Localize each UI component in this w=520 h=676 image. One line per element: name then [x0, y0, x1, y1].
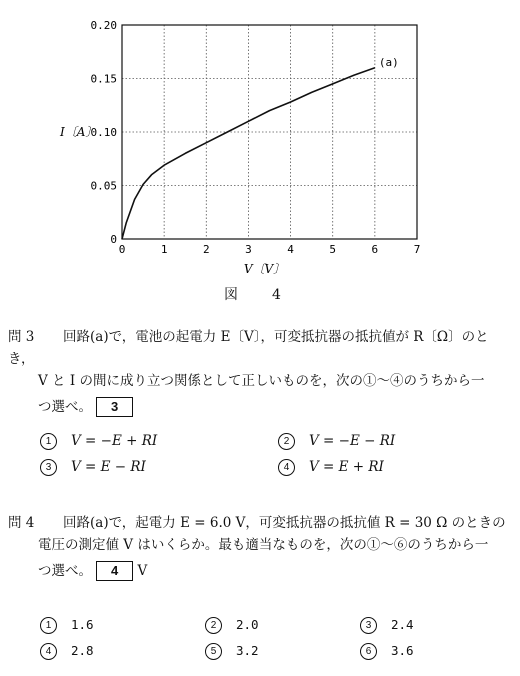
q3-choice-3[interactable] — [40, 459, 146, 476]
x-tick-label: 5 — [329, 243, 337, 256]
x-tick-label: 7 — [413, 243, 421, 256]
y-tick-label: 0.05 — [90, 179, 117, 193]
q4-choice-1[interactable] — [40, 617, 94, 634]
q4-choice-6[interactable] — [360, 643, 414, 660]
choice-text: V = −E − RI — [309, 433, 396, 449]
choice-text: V = E − RI — [71, 459, 146, 475]
choice-number: 4 — [278, 459, 295, 476]
choice-number: 2 — [205, 617, 222, 634]
x-tick-label: 2 — [202, 243, 210, 256]
figure-caption: 図 4 — [224, 287, 291, 303]
choice-text: V = −E + RI — [71, 433, 158, 449]
choice-number: 3 — [360, 617, 377, 634]
choice-text: 1.6 — [71, 617, 94, 632]
choice-text: 2.4 — [391, 617, 414, 632]
choice-text: 2.0 — [236, 617, 259, 632]
q4-choice-5[interactable] — [205, 643, 259, 660]
y-tick-label: 0.10 — [90, 126, 117, 139]
question-3 — [8, 326, 513, 418]
choice-text: 3.6 — [391, 643, 414, 658]
q3-choice-2[interactable] — [278, 433, 395, 450]
choice-number: 1 — [40, 617, 57, 634]
answer-box-3[interactable]: 3 — [96, 397, 133, 417]
question-3-line-2: V と I の間に成り立つ関係として正しいものを，次の①～④のうちから一 — [38, 373, 485, 389]
x-tick-label: 0 — [118, 243, 126, 256]
choice-number: 2 — [278, 433, 295, 450]
choice-number: 3 — [40, 459, 57, 476]
x-tick-label: 6 — [371, 243, 379, 256]
x-tick-label: 4 — [287, 243, 294, 256]
answer-box-4[interactable]: 4 — [96, 561, 133, 581]
q3-choice-4[interactable] — [278, 459, 384, 476]
question-3-line-3: つ選べ。 — [38, 399, 92, 415]
choice-text: 2.8 — [71, 643, 94, 658]
q3-choice-1[interactable] — [40, 433, 157, 450]
x-tick-label: 1 — [160, 243, 168, 256]
question-4 — [8, 512, 513, 582]
y-tick-label: 0 — [110, 233, 117, 246]
choice-number: 1 — [40, 433, 57, 450]
q4-choice-2[interactable] — [205, 617, 259, 634]
choice-number: 5 — [205, 643, 222, 660]
q4-choice-4[interactable] — [40, 643, 94, 660]
question-4-line-1: 回路(a)で，起電力 E = 6.0 V，可変抵抗器の抵抗値 R = 30 Ω のときの — [63, 515, 506, 531]
question-4-line-3: つ選べ。 — [38, 563, 92, 579]
choice-text: V = E + RI — [309, 459, 384, 475]
choice-number: 4 — [40, 643, 57, 660]
choice-number: 6 — [360, 643, 377, 660]
choice-text: 3.2 — [236, 643, 259, 658]
q4-choice-3[interactable] — [360, 617, 414, 634]
answer-unit: V — [137, 563, 148, 579]
question-4-line-2: 電圧の測定値 V はいくらか。最も適当なものを，次の①～⑥のうちから一 — [38, 537, 489, 553]
x-tick-label: 3 — [245, 243, 252, 256]
y-tick-label: 0.20 — [90, 19, 117, 32]
x-axis-label: V〔V〕 — [243, 262, 286, 276]
y-axis-label: I〔A〕 — [60, 125, 98, 139]
y-tick-label: 0.15 — [90, 72, 117, 86]
iv-characteristic-chart — [0, 0, 520, 282]
series-label-a: (a) — [378, 55, 399, 69]
question-3-label: 問 3 — [8, 329, 35, 345]
question-3-line-1: 回路(a)で，電池の起電力 E〔V〕，可変抵抗器の抵抗値が R〔Ω〕のとき， — [8, 329, 489, 367]
question-4-label: 問 4 — [8, 515, 35, 531]
series-line-a — [122, 68, 375, 239]
